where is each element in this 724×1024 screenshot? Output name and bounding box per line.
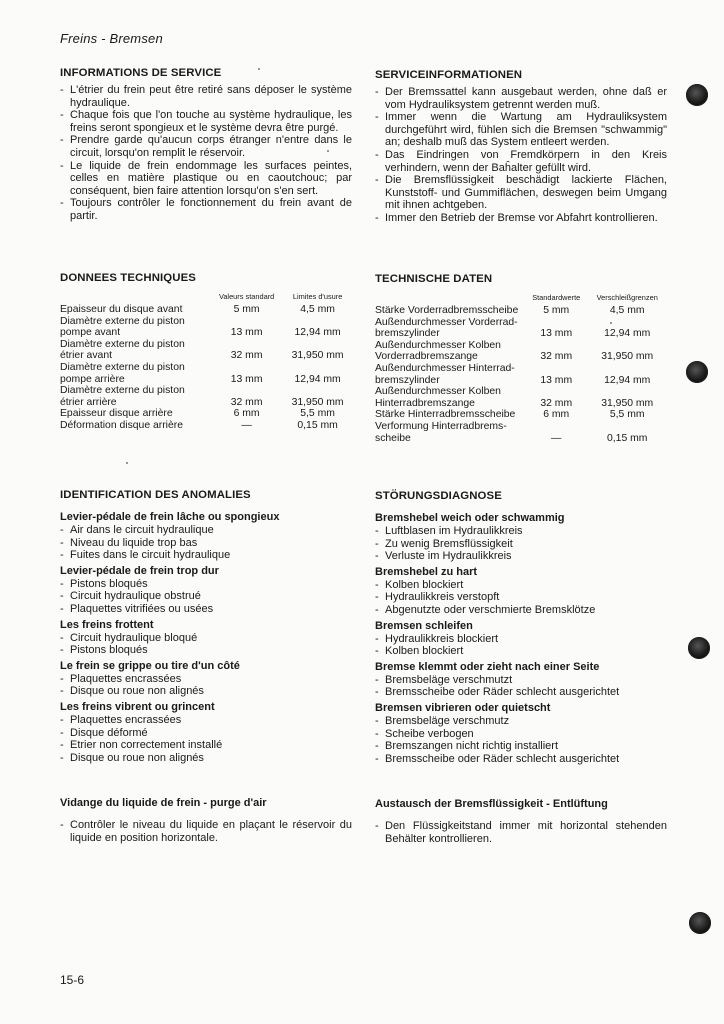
- row-label: Außendurchmesser Kolben Hinterradbremszange: [375, 386, 501, 409]
- group-title: Bremse klemmt oder zieht nach einer Seite: [375, 660, 600, 673]
- diagnosis-group: [375, 661, 667, 699]
- column-german: [375, 0, 667, 1024]
- table-row: [60, 420, 352, 432]
- diagnosis-section-fr: [60, 489, 352, 767]
- binder-hole-icon: [688, 637, 710, 659]
- scan-speck: [258, 68, 260, 70]
- list-item: - Der Bremssattel kann ausgebaut werden, ohne daß er vom Hydrauliksystem getrennt werden muß.: [375, 86, 667, 111]
- group-title: Bremsen schleifen: [375, 619, 473, 632]
- value-standard: 32 mm: [540, 397, 573, 409]
- list-item: - Plaquettes encrassées: [60, 714, 352, 727]
- value-limit: 4,5 mm: [609, 305, 645, 316]
- list-item: - Disque déformé: [60, 727, 352, 740]
- group-title: Les freins vibrent ou grincent: [60, 700, 215, 713]
- list-item: - Verluste im Hydraulikkreis: [375, 550, 667, 563]
- table-row: [60, 385, 352, 408]
- table-row: [375, 340, 667, 363]
- row-label: Diamètre externe du piston étrier arrière: [60, 385, 185, 408]
- group-title: Les freins frottent: [60, 618, 154, 631]
- bleeding-section-de: [375, 798, 667, 845]
- value-limit: 12,94 mm: [604, 328, 651, 340]
- table-row: [375, 409, 667, 421]
- list-item: - Bremszangen nicht richtig installiert: [375, 740, 667, 753]
- list-item: - Bremsscheibe oder Räder schlecht ausgerichtet: [375, 753, 667, 766]
- value-limit: 31,950 mm: [601, 397, 654, 409]
- page-header-title: Freins - Bremsen: [60, 31, 163, 46]
- list-item: - Disque ou roue non alignés: [60, 752, 352, 765]
- list-item: - Immer wenn die Wartung am Hydrauliksystem durchgeführt wird, fühlen sich die Bremsen "schwammig" an; deshalb muß das System entleert werden.: [375, 111, 667, 149]
- column-header-standard: Valeurs standard: [218, 292, 275, 301]
- tech-data-section-fr: [60, 272, 352, 432]
- value-standard: 32 mm: [230, 396, 263, 408]
- list-item: - Plaquettes vitrifiées ou usées: [60, 603, 352, 616]
- list-item: - Air dans le circuit hydraulique: [60, 524, 352, 537]
- value-standard: 13 mm: [230, 327, 263, 339]
- row-label: Diamètre externe du piston pompe avant: [60, 315, 185, 339]
- row-label: Stärke Vorderradbremsscheibe: [375, 305, 519, 316]
- value-standard: 5 mm: [543, 305, 570, 316]
- section-title: Vidange du liquide de frein - purge d'air: [60, 797, 267, 809]
- value-standard: 5 mm: [233, 304, 260, 315]
- value-limit: 4,5 mm: [300, 304, 335, 315]
- group-title: Levier-pédale de frein lâche ou spongieux: [60, 511, 280, 523]
- value-limit: 12,94 mm: [294, 327, 341, 339]
- list-item: - Fuites dans le circuit hydraulique: [60, 549, 352, 562]
- tech-data-section-de: [375, 273, 667, 444]
- row-label: Außendurchmesser Vorderrad-bremszylinder: [375, 316, 518, 340]
- list-item: - Bremsbeläge verschmutzt: [375, 674, 667, 687]
- list-item: - Abgenutzte oder verschmierte Bremsklötze: [375, 604, 667, 617]
- diagnosis-group: [375, 512, 667, 563]
- diagnosis-group: [60, 619, 352, 657]
- section-title: IDENTIFICATION DES ANOMALIES: [60, 489, 251, 501]
- scan-speck: [327, 150, 329, 152]
- table-row: [60, 408, 352, 420]
- table-row: [375, 317, 667, 340]
- section-title: DONNEES TECHNIQUES: [60, 272, 196, 284]
- list-item: - Den Flüssigkeitstand immer mit horizontal stehenden Behälter kontrollieren.: [375, 820, 667, 845]
- list-item: - Toujours contrôler le fonctionnement du frein avant de partir.: [60, 197, 352, 222]
- group-title: Bremshebel weich oder schwammig: [375, 512, 565, 524]
- row-label: Epaisseur disque arrière: [60, 408, 173, 420]
- service-info-list: [60, 84, 352, 223]
- section-title: TECHNISCHE DATEN: [375, 273, 493, 285]
- scan-speck: [610, 322, 612, 324]
- row-label: Außendurchmesser Kolben Vorderradbremszange: [375, 339, 501, 363]
- list-item: - Le liquide de frein endommage les surfaces peintes, celles en matière plastique ou en caoutchouc; par conséquent, bien faire attention lorsqu'on s'en sert.: [60, 160, 352, 198]
- row-label: Verformung Hinterradbrems-scheibe: [375, 420, 507, 444]
- value-standard: 6 mm: [233, 408, 260, 420]
- service-info-list: [375, 86, 667, 225]
- list-item: - Immer den Betrieb der Bremse vor Abfahrt kontrollieren.: [375, 212, 667, 225]
- section-title: STÖRUNGSDIAGNOSE: [375, 490, 502, 502]
- value-limit: 12,94 mm: [604, 374, 651, 386]
- column-header-limit: Limites d'usure: [292, 292, 343, 301]
- column-header-standard: Standardwerte: [532, 293, 581, 302]
- section-title: Austausch der Bremsflüssigkeit - Entlüftung: [375, 798, 608, 810]
- list-item: - Hydraulikkreis blockiert: [375, 633, 667, 646]
- binder-hole-icon: [686, 361, 708, 383]
- tech-data-table: [60, 292, 352, 432]
- list-item: - Scheibe verbogen: [375, 728, 667, 741]
- list-item: - Bremsscheibe oder Räder schlecht ausgerichtet: [375, 686, 667, 699]
- list-item: - Etrier non correctement installé: [60, 739, 352, 752]
- service-info-section-fr: [60, 67, 352, 223]
- list-item: - Kolben blockiert: [375, 645, 667, 658]
- list-item: - Contrôler le niveau du liquide en plaçant le réservoir du liquide en position horizontale.: [60, 819, 352, 844]
- group-title: Le frein se grippe ou tire d'un côté: [60, 659, 240, 672]
- value-standard: 6 mm: [543, 409, 570, 421]
- group-title: Levier-pédale de frein trop dur: [60, 564, 219, 577]
- list-item: - Luftblasen im Hydraulikkreis: [375, 525, 667, 538]
- value-standard: 13 mm: [540, 374, 573, 386]
- diagnosis-group: [60, 565, 352, 616]
- diagnosis-group: [375, 702, 667, 765]
- list-item: - Circuit hydraulique bloqué: [60, 632, 352, 645]
- table-row: [60, 316, 352, 339]
- group-title: Bremshebel zu hart: [375, 565, 478, 578]
- row-label: Diamètre externe du piston étrier avant: [60, 338, 185, 362]
- table-header-row: [60, 292, 352, 304]
- list-item: - Prendre garde qu'aucun corps étranger n'entre dans le circuit, lorsqu'on remplit le réservoir.: [60, 134, 352, 159]
- list-item: - Circuit hydraulique obstrué: [60, 590, 352, 603]
- diagnosis-group: [375, 620, 667, 658]
- row-label: Außendurchmesser Hinterrad-bremszylinder: [375, 362, 515, 386]
- row-label: Diamètre externe du piston pompe arrière: [60, 361, 185, 385]
- list-item: - Bremsbeläge verschmutz: [375, 715, 667, 728]
- value-standard: 13 mm: [540, 328, 573, 340]
- service-info-section-de: [375, 69, 667, 225]
- value-standard: —: [551, 432, 562, 444]
- bleeding-section-fr: [60, 797, 352, 844]
- table-row: [60, 362, 352, 385]
- table-header-row: [375, 293, 667, 305]
- page-number: 15-6: [60, 973, 85, 987]
- diagnosis-group: [60, 701, 352, 764]
- column-french: [60, 0, 352, 1024]
- table-row: [375, 386, 667, 409]
- list-item: - Pistons bloqués: [60, 578, 352, 591]
- diagnosis-group: [375, 566, 667, 617]
- value-limit: 0,15 mm: [297, 419, 338, 431]
- table-row: [375, 363, 667, 386]
- row-label: Déformation disque arrière: [60, 419, 184, 431]
- value-limit: 5,5 mm: [609, 409, 645, 421]
- list-item: - L'étrier du frein peut être retiré sans déposer le système hydraulique.: [60, 84, 352, 109]
- value-limit: 0,15 mm: [607, 432, 648, 444]
- section-title: INFORMATIONS DE SERVICE: [60, 67, 222, 79]
- list-item: - Chaque fois que l'on touche au système hydraulique, les freins seront spongieux et le système devra être purgé.: [60, 109, 352, 134]
- value-limit: 31,950 mm: [291, 350, 344, 362]
- list-item: - Niveau du liquide trop bas: [60, 537, 352, 550]
- list-item: - Pistons bloqués: [60, 644, 352, 657]
- row-label: Epaisseur du disque avant: [60, 304, 183, 315]
- table-row: [60, 304, 352, 316]
- value-standard: 32 mm: [540, 351, 573, 363]
- value-standard: —: [241, 419, 252, 431]
- value-limit: 5,5 mm: [300, 408, 335, 420]
- binder-hole-icon: [686, 84, 708, 106]
- table-row: [375, 305, 667, 317]
- section-title: SERVICEINFORMATIONEN: [375, 69, 523, 81]
- group-title: Bremsen vibrieren oder quietscht: [375, 701, 551, 714]
- list-item: - Hydraulikkreis verstopft: [375, 591, 667, 604]
- value-standard: 13 mm: [230, 373, 263, 385]
- list-item: - Plaquettes encrassées: [60, 673, 352, 686]
- table-row: [375, 421, 667, 444]
- list-item: - Die Bremsflüssigkeit beschädigt lackierte Flächen, Kunststoff- und Gummiflächen, deswegen beim Umgang mit ihnen achtgeben.: [375, 174, 667, 212]
- scan-speck: [126, 462, 128, 464]
- list-item: - Das Eindringen von Fremdkörpern in den Kreis verhindern, wenn der Baĥalter gefüllt wird.: [375, 149, 667, 174]
- list-item: - Disque ou roue non alignés: [60, 685, 352, 698]
- value-standard: 32 mm: [230, 350, 263, 362]
- column-header-limit: Verschleißgrenzen: [596, 293, 658, 302]
- list-item: - Kolben blockiert: [375, 579, 667, 592]
- table-row: [60, 339, 352, 362]
- diagnosis-section-de: [375, 490, 667, 768]
- value-limit: 31,950 mm: [601, 351, 654, 363]
- diagnosis-group: [60, 511, 352, 562]
- value-limit: 12,94 mm: [294, 373, 341, 385]
- list-item: - Zu wenig Bremsflüssigkeit: [375, 538, 667, 551]
- row-label: Stärke Hinterradbremsscheibe: [375, 409, 516, 421]
- value-limit: 31,950 mm: [291, 396, 344, 408]
- binder-hole-icon: [689, 912, 711, 934]
- diagnosis-group: [60, 660, 352, 698]
- tech-data-table: [375, 293, 667, 444]
